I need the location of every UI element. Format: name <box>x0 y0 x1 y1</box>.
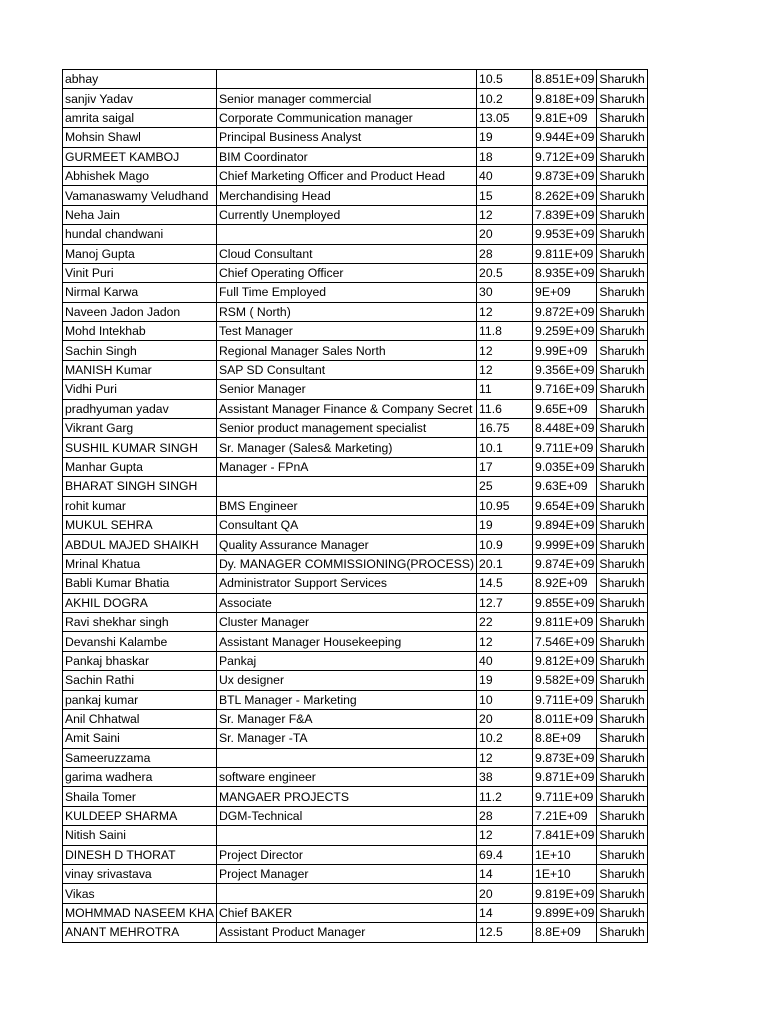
designation-cell[interactable]: BTL Manager - Marketing <box>216 690 476 709</box>
phone-cell[interactable]: 1E+10 <box>533 865 597 884</box>
phone-cell[interactable]: 9.811E+09 <box>533 612 597 631</box>
phone-cell[interactable]: 9.654E+09 <box>533 496 597 515</box>
designation-cell[interactable]: BMS Engineer <box>216 496 476 515</box>
experience-cell[interactable]: 10.95 <box>477 496 533 515</box>
name-cell[interactable]: Mrinal Khatua <box>63 554 217 573</box>
designation-cell[interactable] <box>216 826 476 845</box>
spreadsheet-table <box>62 69 648 943</box>
experience-cell[interactable]: 14.5 <box>477 574 533 593</box>
table-row <box>63 806 648 825</box>
owner-cell[interactable]: Sharukh <box>597 923 647 942</box>
experience-cell[interactable]: 69.4 <box>477 845 533 864</box>
experience-cell[interactable]: 11.8 <box>477 322 533 341</box>
name-cell[interactable]: vinay srivastava <box>63 865 217 884</box>
designation-cell[interactable]: BIM Coordinator <box>216 147 476 166</box>
phone-cell[interactable]: 9.872E+09 <box>533 302 597 321</box>
experience-cell[interactable]: 38 <box>477 768 533 787</box>
designation-cell[interactable]: Project Manager <box>216 865 476 884</box>
experience-cell[interactable]: 10.2 <box>477 729 533 748</box>
experience-cell[interactable]: 20 <box>477 709 533 728</box>
designation-cell[interactable]: SAP SD Consultant <box>216 360 476 379</box>
table-row <box>63 768 648 787</box>
owner-cell[interactable]: Sharukh <box>597 477 647 496</box>
name-cell[interactable]: Vidhi Puri <box>63 380 217 399</box>
owner-cell[interactable]: Sharukh <box>597 419 647 438</box>
name-cell[interactable]: abhay <box>63 70 217 89</box>
table-row <box>63 166 648 185</box>
owner-cell[interactable]: Sharukh <box>597 302 647 321</box>
phone-cell[interactable]: 8.851E+09 <box>533 70 597 89</box>
experience-cell[interactable]: 12 <box>477 341 533 360</box>
phone-cell[interactable]: 1E+10 <box>533 845 597 864</box>
table-row <box>63 729 648 748</box>
experience-cell[interactable]: 12.5 <box>477 923 533 942</box>
experience-cell[interactable]: 16.75 <box>477 419 533 438</box>
table-body <box>63 70 648 943</box>
phone-cell[interactable]: 8.011E+09 <box>533 709 597 728</box>
table-row <box>63 186 648 205</box>
table-row <box>63 865 648 884</box>
table-row <box>63 826 648 845</box>
owner-cell[interactable]: Sharukh <box>597 380 647 399</box>
designation-cell[interactable]: Sr. Manager -TA <box>216 729 476 748</box>
table-row <box>63 302 648 321</box>
owner-cell[interactable]: Sharukh <box>597 225 647 244</box>
name-cell[interactable]: pankaj kumar <box>63 690 217 709</box>
designation-cell[interactable]: Full Time Employed <box>216 283 476 302</box>
table-row <box>63 574 648 593</box>
owner-cell[interactable]: Sharukh <box>597 903 647 922</box>
owner-cell[interactable]: Sharukh <box>597 593 647 612</box>
designation-cell[interactable]: Associate <box>216 593 476 612</box>
designation-cell[interactable]: Quality Assurance Manager <box>216 535 476 554</box>
experience-cell[interactable]: 13.05 <box>477 108 533 127</box>
designation-cell[interactable]: Chief Marketing Officer and Product Head <box>216 166 476 185</box>
name-cell[interactable]: MOHMMAD NASEEM KHA <box>63 903 217 922</box>
table-row <box>63 380 648 399</box>
owner-cell[interactable]: Sharukh <box>597 322 647 341</box>
designation-cell[interactable]: MANGAER PROJECTS <box>216 787 476 806</box>
name-cell[interactable]: pradhyuman yadav <box>63 399 217 418</box>
name-cell[interactable]: ABDUL MAJED SHAIKH <box>63 535 217 554</box>
designation-cell[interactable]: RSM ( North) <box>216 302 476 321</box>
designation-cell[interactable]: Assistant Product Manager <box>216 923 476 942</box>
experience-cell[interactable]: 40 <box>477 651 533 670</box>
phone-cell[interactable]: 7.21E+09 <box>533 806 597 825</box>
table-row <box>63 593 648 612</box>
name-cell[interactable]: MUKUL SEHRA <box>63 515 217 534</box>
name-cell[interactable]: Pankaj bhaskar <box>63 651 217 670</box>
phone-cell[interactable]: 9.953E+09 <box>533 225 597 244</box>
designation-cell[interactable] <box>216 884 476 903</box>
owner-cell[interactable]: Sharukh <box>597 806 647 825</box>
name-cell[interactable]: hundal chandwani <box>63 225 217 244</box>
experience-cell[interactable]: 12 <box>477 302 533 321</box>
experience-cell[interactable]: 25 <box>477 477 533 496</box>
table-row <box>63 225 648 244</box>
owner-cell[interactable]: Sharukh <box>597 244 647 263</box>
phone-cell[interactable]: 9.711E+09 <box>533 438 597 457</box>
experience-cell[interactable]: 10.9 <box>477 535 533 554</box>
table-row <box>63 322 648 341</box>
phone-cell[interactable]: 8.448E+09 <box>533 419 597 438</box>
name-cell[interactable]: Mohd Intekhab <box>63 322 217 341</box>
name-cell[interactable]: Vikas <box>63 884 217 903</box>
designation-cell[interactable]: Consultant QA <box>216 515 476 534</box>
name-cell[interactable]: AKHIL DOGRA <box>63 593 217 612</box>
name-cell[interactable]: Ravi shekhar singh <box>63 612 217 631</box>
name-cell[interactable]: BHARAT SINGH SINGH <box>63 477 217 496</box>
table-row <box>63 787 648 806</box>
owner-cell[interactable]: Sharukh <box>597 360 647 379</box>
owner-cell[interactable]: Sharukh <box>597 341 647 360</box>
phone-cell[interactable]: 7.839E+09 <box>533 205 597 224</box>
phone-cell[interactable]: 7.841E+09 <box>533 826 597 845</box>
owner-cell[interactable]: Sharukh <box>597 554 647 573</box>
designation-cell[interactable]: DGM-Technical <box>216 806 476 825</box>
name-cell[interactable]: Sameeruzzama <box>63 748 217 767</box>
name-cell[interactable]: Abhishek Mago <box>63 166 217 185</box>
designation-cell[interactable]: Sr. Manager F&A <box>216 709 476 728</box>
name-cell[interactable]: ANANT MEHROTRA <box>63 923 217 942</box>
table-row <box>63 419 648 438</box>
designation-cell[interactable]: Currently Unemployed <box>216 205 476 224</box>
phone-cell[interactable]: 9.035E+09 <box>533 457 597 476</box>
designation-cell[interactable]: Cloud Consultant <box>216 244 476 263</box>
phone-cell[interactable]: 9.99E+09 <box>533 341 597 360</box>
owner-cell[interactable]: Sharukh <box>597 671 647 690</box>
owner-cell[interactable]: Sharukh <box>597 457 647 476</box>
experience-cell[interactable]: 12 <box>477 205 533 224</box>
owner-cell[interactable]: Sharukh <box>597 186 647 205</box>
experience-cell[interactable]: 12 <box>477 826 533 845</box>
designation-cell[interactable]: Test Manager <box>216 322 476 341</box>
experience-cell[interactable]: 30 <box>477 283 533 302</box>
name-cell[interactable]: Nitish Saini <box>63 826 217 845</box>
owner-cell[interactable]: Sharukh <box>597 826 647 845</box>
table-row <box>63 651 648 670</box>
phone-cell[interactable]: 9.871E+09 <box>533 768 597 787</box>
experience-cell[interactable]: 22 <box>477 612 533 631</box>
name-cell[interactable]: Manoj Gupta <box>63 244 217 263</box>
designation-cell[interactable]: Manager - FPnA <box>216 457 476 476</box>
owner-cell[interactable]: Sharukh <box>597 787 647 806</box>
name-cell[interactable]: Manhar Gupta <box>63 457 217 476</box>
phone-cell[interactable]: 8.8E+09 <box>533 729 597 748</box>
table-row <box>63 283 648 302</box>
designation-cell[interactable]: Senior Manager <box>216 380 476 399</box>
designation-cell[interactable] <box>216 748 476 767</box>
experience-cell[interactable]: 12 <box>477 360 533 379</box>
phone-cell[interactable]: 9.818E+09 <box>533 89 597 108</box>
phone-cell[interactable]: 9.944E+09 <box>533 128 597 147</box>
phone-cell[interactable]: 9E+09 <box>533 283 597 302</box>
experience-cell[interactable]: 10.5 <box>477 70 533 89</box>
name-cell[interactable]: MANISH Kumar <box>63 360 217 379</box>
name-cell[interactable]: Sachin Rathi <box>63 671 217 690</box>
owner-cell[interactable]: Sharukh <box>597 612 647 631</box>
phone-cell[interactable]: 9.65E+09 <box>533 399 597 418</box>
designation-cell[interactable]: Ux designer <box>216 671 476 690</box>
owner-cell[interactable]: Sharukh <box>597 865 647 884</box>
phone-cell[interactable]: 8.8E+09 <box>533 923 597 942</box>
table-row <box>63 515 648 534</box>
phone-cell[interactable]: 7.546E+09 <box>533 632 597 651</box>
designation-cell[interactable]: software engineer <box>216 768 476 787</box>
table-row <box>63 205 648 224</box>
owner-cell[interactable]: Sharukh <box>597 709 647 728</box>
experience-cell[interactable]: 14 <box>477 903 533 922</box>
phone-cell[interactable]: 9.356E+09 <box>533 360 597 379</box>
experience-cell[interactable]: 14 <box>477 865 533 884</box>
table-row <box>63 341 648 360</box>
phone-cell[interactable]: 9.259E+09 <box>533 322 597 341</box>
designation-cell[interactable]: Corporate Communication manager <box>216 108 476 127</box>
name-cell[interactable]: sanjiv Yadav <box>63 89 217 108</box>
table-row <box>63 147 648 166</box>
experience-cell[interactable]: 10.1 <box>477 438 533 457</box>
phone-cell[interactable]: 8.262E+09 <box>533 186 597 205</box>
owner-cell[interactable]: Sharukh <box>597 632 647 651</box>
designation-cell[interactable]: Merchandising Head <box>216 186 476 205</box>
name-cell[interactable]: Devanshi Kalambe <box>63 632 217 651</box>
owner-cell[interactable]: Sharukh <box>597 283 647 302</box>
designation-cell[interactable]: Dy. MANAGER COMMISSIONING(PROCESS) <box>216 554 476 573</box>
table-row <box>63 360 648 379</box>
owner-cell[interactable]: Sharukh <box>597 70 647 89</box>
experience-cell[interactable]: 28 <box>477 806 533 825</box>
experience-cell[interactable]: 10 <box>477 690 533 709</box>
name-cell[interactable]: Shaila Tomer <box>63 787 217 806</box>
experience-cell[interactable]: 10.2 <box>477 89 533 108</box>
name-cell[interactable]: Vikrant Garg <box>63 419 217 438</box>
phone-cell[interactable]: 9.812E+09 <box>533 651 597 670</box>
owner-cell[interactable]: Sharukh <box>597 205 647 224</box>
phone-cell[interactable]: 9.819E+09 <box>533 884 597 903</box>
experience-cell[interactable]: 12 <box>477 632 533 651</box>
designation-cell[interactable]: Pankaj <box>216 651 476 670</box>
owner-cell[interactable]: Sharukh <box>597 729 647 748</box>
phone-cell[interactable]: 9.716E+09 <box>533 380 597 399</box>
owner-cell[interactable]: Sharukh <box>597 651 647 670</box>
designation-cell[interactable]: Sr. Manager (Sales& Marketing) <box>216 438 476 457</box>
experience-cell[interactable]: 19 <box>477 671 533 690</box>
name-cell[interactable]: Nirmal Karwa <box>63 283 217 302</box>
phone-cell[interactable]: 8.935E+09 <box>533 263 597 282</box>
owner-cell[interactable]: Sharukh <box>597 108 647 127</box>
owner-cell[interactable]: Sharukh <box>597 89 647 108</box>
table-row <box>63 438 648 457</box>
name-cell[interactable]: Vamanaswamy Veludhand <box>63 186 217 205</box>
name-cell[interactable]: Anil Chhatwal <box>63 709 217 728</box>
phone-cell[interactable]: 9.899E+09 <box>533 903 597 922</box>
owner-cell[interactable]: Sharukh <box>597 399 647 418</box>
owner-cell[interactable]: Sharukh <box>597 690 647 709</box>
designation-cell[interactable]: Administrator Support Services <box>216 574 476 593</box>
table-row <box>63 244 648 263</box>
experience-cell[interactable]: 40 <box>477 166 533 185</box>
designation-cell[interactable]: Assistant Manager Housekeeping <box>216 632 476 651</box>
phone-cell[interactable]: 9.873E+09 <box>533 748 597 767</box>
owner-cell[interactable]: Sharukh <box>597 884 647 903</box>
experience-cell[interactable]: 20.1 <box>477 554 533 573</box>
name-cell[interactable]: Babli Kumar Bhatia <box>63 574 217 593</box>
name-cell[interactable]: GURMEET KAMBOJ <box>63 147 217 166</box>
table-row <box>63 263 648 282</box>
phone-cell[interactable]: 9.711E+09 <box>533 690 597 709</box>
table-row <box>63 671 648 690</box>
owner-cell[interactable]: Sharukh <box>597 845 647 864</box>
phone-cell[interactable]: 9.811E+09 <box>533 244 597 263</box>
owner-cell[interactable]: Sharukh <box>597 535 647 554</box>
phone-cell[interactable]: 8.92E+09 <box>533 574 597 593</box>
name-cell[interactable]: amrita saigal <box>63 108 217 127</box>
phone-cell[interactable]: 9.582E+09 <box>533 671 597 690</box>
owner-cell[interactable]: Sharukh <box>597 263 647 282</box>
designation-cell[interactable] <box>216 225 476 244</box>
table-row <box>63 496 648 515</box>
table-row <box>63 70 648 89</box>
table-row <box>63 845 648 864</box>
table-row <box>63 632 648 651</box>
name-cell[interactable]: Vinit Puri <box>63 263 217 282</box>
phone-cell[interactable]: 9.711E+09 <box>533 787 597 806</box>
designation-cell[interactable] <box>216 477 476 496</box>
name-cell[interactable]: rohit kumar <box>63 496 217 515</box>
name-cell[interactable]: garima wadhera <box>63 768 217 787</box>
name-cell[interactable]: Mohsin Shawl <box>63 128 217 147</box>
owner-cell[interactable]: Sharukh <box>597 147 647 166</box>
name-cell[interactable]: DINESH D THORAT <box>63 845 217 864</box>
phone-cell[interactable]: 9.873E+09 <box>533 166 597 185</box>
experience-cell[interactable]: 20 <box>477 884 533 903</box>
table-row <box>63 108 648 127</box>
experience-cell[interactable]: 11.2 <box>477 787 533 806</box>
phone-cell[interactable]: 9.855E+09 <box>533 593 597 612</box>
owner-cell[interactable]: Sharukh <box>597 515 647 534</box>
table-row <box>63 399 648 418</box>
table-row <box>63 477 648 496</box>
table-row <box>63 923 648 942</box>
experience-cell[interactable]: 18 <box>477 147 533 166</box>
designation-cell[interactable]: Principal Business Analyst <box>216 128 476 147</box>
designation-cell[interactable]: Chief BAKER <box>216 903 476 922</box>
phone-cell[interactable]: 9.63E+09 <box>533 477 597 496</box>
phone-cell[interactable]: 9.999E+09 <box>533 535 597 554</box>
experience-cell[interactable]: 12.7 <box>477 593 533 612</box>
name-cell[interactable]: Amit Saini <box>63 729 217 748</box>
table-row <box>63 612 648 631</box>
table-row <box>63 535 648 554</box>
designation-cell[interactable]: Cluster Manager <box>216 612 476 631</box>
phone-cell[interactable]: 9.874E+09 <box>533 554 597 573</box>
name-cell[interactable]: KULDEEP SHARMA <box>63 806 217 825</box>
owner-cell[interactable]: Sharukh <box>597 768 647 787</box>
owner-cell[interactable]: Sharukh <box>597 496 647 515</box>
experience-cell[interactable]: 11.6 <box>477 399 533 418</box>
designation-cell[interactable] <box>216 70 476 89</box>
phone-cell[interactable]: 9.81E+09 <box>533 108 597 127</box>
experience-cell[interactable]: 19 <box>477 128 533 147</box>
designation-cell[interactable]: Senior product management specialist <box>216 419 476 438</box>
phone-cell[interactable]: 9.712E+09 <box>533 147 597 166</box>
name-cell[interactable]: Neha Jain <box>63 205 217 224</box>
designation-cell[interactable]: Assistant Manager Finance & Company Secret <box>216 399 476 418</box>
name-cell[interactable]: Naveen Jadon Jadon <box>63 302 217 321</box>
table-row <box>63 457 648 476</box>
experience-cell[interactable]: 28 <box>477 244 533 263</box>
table-row <box>63 709 648 728</box>
designation-cell[interactable]: Senior manager commercial <box>216 89 476 108</box>
phone-cell[interactable]: 9.894E+09 <box>533 515 597 534</box>
name-cell[interactable]: Sachin Singh <box>63 341 217 360</box>
owner-cell[interactable]: Sharukh <box>597 128 647 147</box>
table-row <box>63 128 648 147</box>
owner-cell[interactable]: Sharukh <box>597 166 647 185</box>
experience-cell[interactable]: 19 <box>477 515 533 534</box>
experience-cell[interactable]: 12 <box>477 748 533 767</box>
table-row <box>63 884 648 903</box>
designation-cell[interactable]: Regional Manager Sales North <box>216 341 476 360</box>
table-row <box>63 748 648 767</box>
table-row <box>63 89 648 108</box>
experience-cell[interactable]: 20.5 <box>477 263 533 282</box>
designation-cell[interactable]: Project Director <box>216 845 476 864</box>
owner-cell[interactable]: Sharukh <box>597 438 647 457</box>
experience-cell[interactable]: 17 <box>477 457 533 476</box>
owner-cell[interactable]: Sharukh <box>597 748 647 767</box>
owner-cell[interactable]: Sharukh <box>597 574 647 593</box>
designation-cell[interactable]: Chief Operating Officer <box>216 263 476 282</box>
table-row <box>63 690 648 709</box>
experience-cell[interactable]: 15 <box>477 186 533 205</box>
name-cell[interactable]: SUSHIL KUMAR SINGH <box>63 438 217 457</box>
experience-cell[interactable]: 11 <box>477 380 533 399</box>
table-row <box>63 903 648 922</box>
table-row <box>63 554 648 573</box>
experience-cell[interactable]: 20 <box>477 225 533 244</box>
